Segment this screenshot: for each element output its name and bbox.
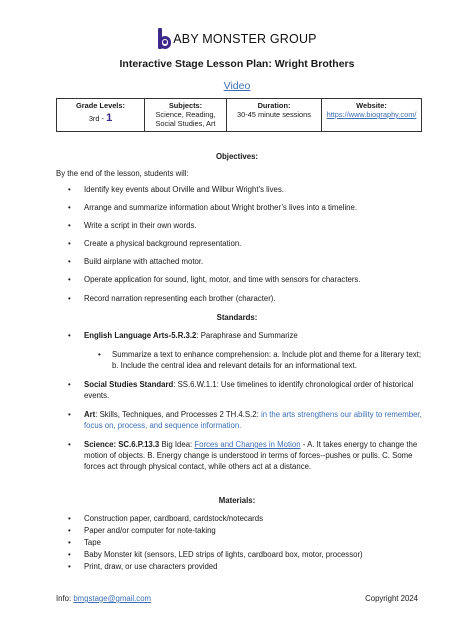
grade-value-end: 1 <box>106 112 113 124</box>
duration-label: Duration: <box>257 101 291 110</box>
footer-info <box>56 594 151 603</box>
email-link[interactable]: bmgstage@gmail.com <box>73 594 152 603</box>
grade-label: Grade Levels: <box>76 101 125 110</box>
logo-icon <box>157 28 172 50</box>
art-highlight: in the arts strengthens our ability to remember, focus on, process, and sequence information. <box>84 410 422 430</box>
website-cell <box>322 99 422 132</box>
list-item: • Write a script in their own words. <box>56 221 426 230</box>
materials-list <box>56 514 426 574</box>
video-link[interactable]: Video <box>223 80 251 92</box>
list-item: • Construction paper, cardboard, cardstock/notecards <box>56 514 426 525</box>
ela-label: English Language Arts-5.R.3.2 <box>84 331 197 340</box>
brand-name: ABY MONSTER GROUP <box>173 32 317 46</box>
list-item: • Tape <box>56 538 426 549</box>
copyright: Copyright 2024 <box>365 594 418 603</box>
list-item: • Baby Monster kit (sensors, LED strips of lights, cardboard box, motor, processor) <box>56 550 426 561</box>
duration-value: 30-45 minute sessions <box>237 110 311 119</box>
list-item: • Identify key events about Orville and Wilbur Wright’s lives. <box>56 185 426 194</box>
subjects-label: Subjects: <box>168 101 203 110</box>
list-item: • Create a physical background representation. <box>56 239 426 248</box>
standards-heading: Standards: <box>216 313 258 322</box>
list-item: • Paper and/or computer for note-taking <box>56 526 426 537</box>
ela-text: : Paraphrase and Summarize <box>196 331 298 340</box>
list-item: • Build airplane with attached motor. <box>56 257 426 266</box>
sci-label: Science: SC.6.P.13.3 <box>84 440 160 449</box>
ss-text: : SS.6.W.1.1: Use timelines to identify chronological order of historical events. <box>84 380 414 400</box>
grade-cell <box>57 99 145 132</box>
duration-cell <box>227 99 322 132</box>
info-table <box>56 98 422 132</box>
list-item: • Record narration representing each brother (character). <box>56 294 426 303</box>
grade-value: 3rd - 1 <box>88 112 113 124</box>
objectives-heading: Objectives: <box>215 152 259 161</box>
page-title: Interactive Stage Lesson Plan: Wright Brothers <box>119 58 355 70</box>
art-label: Art <box>84 410 96 419</box>
standard-ela <box>56 330 426 371</box>
list-item: • Summarize a text to enhance comprehension: a. Include plot and theme for a literary text; b. Include the central idea and relevant details for an informational text. <box>92 349 426 371</box>
list-item: • Arrange and summarize information about Wright brother’s lives into a timeline. <box>56 203 426 212</box>
list-item: • Print, draw, or use characters provided <box>56 562 426 573</box>
objectives-intro: By the end of the lesson, students will: <box>56 169 189 178</box>
sci-text: Big Idea: <box>159 440 195 449</box>
standard-social-studies <box>56 379 426 401</box>
art-text: : Skills, Techniques, and Processes 2 TH.4.S.2: <box>95 410 261 419</box>
subjects-cell <box>145 99 227 132</box>
brand-header <box>0 28 474 50</box>
standards-list <box>56 330 426 480</box>
sci-rest: - A. It takes energy to change the motion of objects. B. Energy change is understood in terms of forces--pushes or pulls. C. Some forces act through physical contact, while others act at a distance. <box>84 440 418 471</box>
ss-label: Social Studies Standard <box>84 380 174 389</box>
footer-info-label: Info: <box>56 594 74 603</box>
sci-link[interactable]: Forces and Changes in Motion <box>194 440 301 449</box>
ela-sublist <box>92 349 426 371</box>
list-item: • Operate application for sound, light, motor, and time with sensors for characters. <box>56 275 426 284</box>
materials-heading: Materials: <box>218 496 256 505</box>
subjects-value: Science, Reading, Social Studies, Art <box>155 110 216 128</box>
standard-science <box>56 439 426 472</box>
website-label: Website: <box>356 101 387 110</box>
standard-art <box>56 409 426 431</box>
objectives-list <box>56 185 426 312</box>
website-link[interactable]: https://www.biography.com/ <box>326 110 417 119</box>
